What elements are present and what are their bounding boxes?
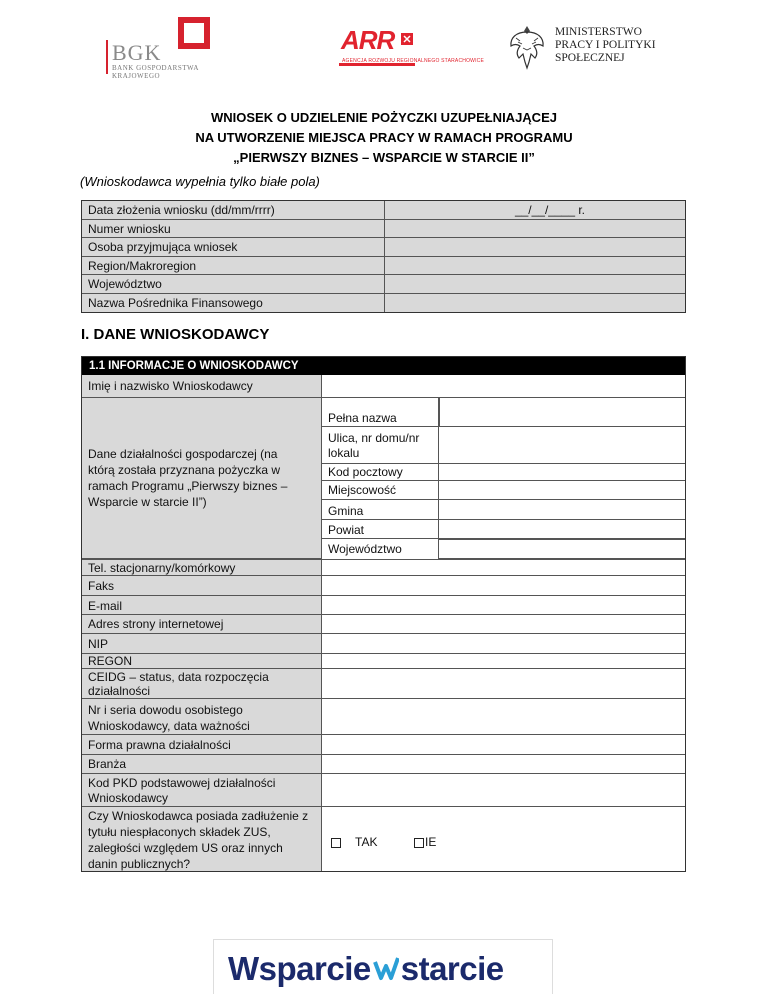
- ministry-line-3: SPOŁECZNEJ: [555, 52, 625, 64]
- option-yes-label: TAK: [355, 835, 378, 849]
- fax-field[interactable]: [322, 576, 685, 596]
- applicant-info-table: [81, 356, 686, 872]
- section-heading: I. DANE WNIOSKODAWCY: [81, 326, 270, 343]
- row-label: Adres strony internetowej: [82, 615, 322, 634]
- name-label: Imię i nazwisko Wnioskodawcy: [82, 375, 322, 398]
- regon-field[interactable]: [322, 654, 685, 669]
- eagle-emblem-icon: [508, 24, 546, 70]
- voivodeship-field[interactable]: [385, 275, 685, 293]
- date-field[interactable]: __/__/____ r.: [385, 201, 685, 219]
- ministry-line-1: MINISTERSTWO: [555, 26, 642, 38]
- table-row: [82, 220, 685, 239]
- business-field-label: Powiat: [322, 520, 439, 539]
- bgk-sub-line-2: KRAJOWEGO: [112, 72, 161, 80]
- row-label: E-mail: [82, 596, 322, 615]
- email-field[interactable]: [322, 596, 685, 615]
- table-row: [82, 294, 685, 313]
- table-row: [82, 238, 685, 257]
- row-label: Branża: [82, 755, 322, 774]
- option-no[interactable]: [414, 835, 436, 849]
- postal-code-field[interactable]: [439, 464, 685, 481]
- title-line-1: WNIOSEK O UDZIELENIE POŻYCZKI UZUPEŁNIAJĄCEJ: [211, 110, 557, 125]
- row-label: Faks: [82, 576, 322, 596]
- table-row: [82, 257, 685, 276]
- receiving-person-field[interactable]: [385, 238, 685, 256]
- instruction-note: (Wnioskodawca wypełnia tylko białe pola): [80, 174, 320, 189]
- footer-logo: [213, 939, 553, 994]
- office-use-table: [81, 200, 686, 313]
- city-field[interactable]: [439, 481, 685, 500]
- row-label: REGON: [82, 654, 322, 669]
- pkd-code-field[interactable]: [322, 774, 685, 807]
- region-field[interactable]: [385, 257, 685, 275]
- checkbox-icon[interactable]: [414, 838, 424, 848]
- arr-logo-name: ARR: [341, 25, 395, 55]
- application-number-field[interactable]: [385, 220, 685, 238]
- document-title: [0, 108, 768, 168]
- phone-field[interactable]: [322, 559, 685, 576]
- business-voivodeship-field[interactable]: [439, 539, 685, 559]
- business-field-label: Miejscowość: [322, 481, 439, 500]
- debt-question-label: Czy Wnioskodawca posiada zadłużenie z tytułu niespłaconych składek ZUS, zaległości względem US oraz innych danin publicznych?: [82, 807, 322, 871]
- bgk-logo-name: BGK: [112, 40, 162, 65]
- row-label: Forma prawna działalności: [82, 735, 322, 755]
- business-data-label: Dane działalności gospodarczej (na którą została przyznana pożyczka w ramach Programu „Pierwszy biznes – Wsparcie w starcie II”): [82, 398, 322, 559]
- row-label: Numer wniosku: [82, 220, 385, 238]
- table-row: [82, 275, 685, 294]
- ministry-logo-text: [555, 26, 656, 65]
- county-field[interactable]: [439, 520, 685, 539]
- ministry-line-2: PRACY I POLITYKI: [555, 39, 656, 51]
- ceidg-field[interactable]: [322, 669, 685, 699]
- nip-field[interactable]: [322, 634, 685, 654]
- business-field-label: Ulica, nr domu/nr lokalu: [322, 427, 439, 464]
- business-field-label: Kod pocztowy: [322, 464, 439, 481]
- table-row: [82, 201, 685, 220]
- option-no-label: IE: [425, 835, 437, 849]
- footer-logo-text: [228, 950, 504, 988]
- bgk-logo-sub: [112, 64, 199, 80]
- commune-field[interactable]: [439, 500, 685, 520]
- business-field-label: Pełna nazwa: [322, 398, 439, 427]
- website-field[interactable]: [322, 615, 685, 634]
- row-label: Tel. stacjonarny/komórkowy: [82, 559, 322, 576]
- title-line-3: „PIERWSZY BIZNES – WSPARCIE W STARCIE II”: [233, 150, 535, 165]
- intermediary-name-field[interactable]: [385, 294, 685, 313]
- street-field[interactable]: [439, 427, 685, 464]
- industry-field[interactable]: [322, 755, 685, 774]
- id-card-field[interactable]: [322, 699, 685, 735]
- row-label: CEIDG – status, data rozpoczęcia działalności: [82, 669, 322, 699]
- legal-form-field[interactable]: [322, 735, 685, 755]
- row-label: Nazwa Pośrednika Finansowego: [82, 294, 385, 313]
- row-label: NIP: [82, 634, 322, 654]
- checkmark-w-icon: [373, 956, 399, 982]
- row-label: Data złożenia wniosku (dd/mm/rrrr): [82, 201, 385, 219]
- bgk-square-icon: [178, 17, 210, 49]
- business-field-label: Województwo: [322, 539, 439, 559]
- row-label: Osoba przyjmująca wniosek: [82, 238, 385, 256]
- table-header-text: 1.1 INFORMACJE O WNIOSKODAWCY: [89, 360, 299, 372]
- debt-answer-cell: [322, 807, 685, 871]
- title-line-2: NA UTWORZENIE MIEJSCA PRACY W RAMACH PROGRAMU: [195, 130, 573, 145]
- business-field-label: Gmina: [322, 500, 439, 520]
- name-field[interactable]: [322, 375, 685, 398]
- checkbox-icon[interactable]: [331, 838, 341, 848]
- option-yes[interactable]: [331, 835, 377, 849]
- row-label: Województwo: [82, 275, 385, 293]
- footer-logo-part-1: Wsparcie: [228, 950, 371, 987]
- row-label: Region/Makroregion: [82, 257, 385, 275]
- bgk-sub-line-1: BANK GOSPODARSTWA: [112, 64, 199, 72]
- footer-logo-part-2: starcie: [400, 950, 504, 987]
- bgk-bar-icon: [106, 40, 108, 74]
- table-header: [82, 357, 685, 375]
- row-label: Kod PKD podstawowej działalności Wnioskodawcy: [82, 774, 322, 807]
- arr-logo-sub: AGENCJA ROZWOJU REGIONALNEGO STARACHOWICE: [342, 58, 485, 64]
- full-name-field[interactable]: [439, 398, 685, 427]
- row-label: Nr i seria dowodu osobistego Wnioskodawcy, data ważności: [82, 699, 322, 735]
